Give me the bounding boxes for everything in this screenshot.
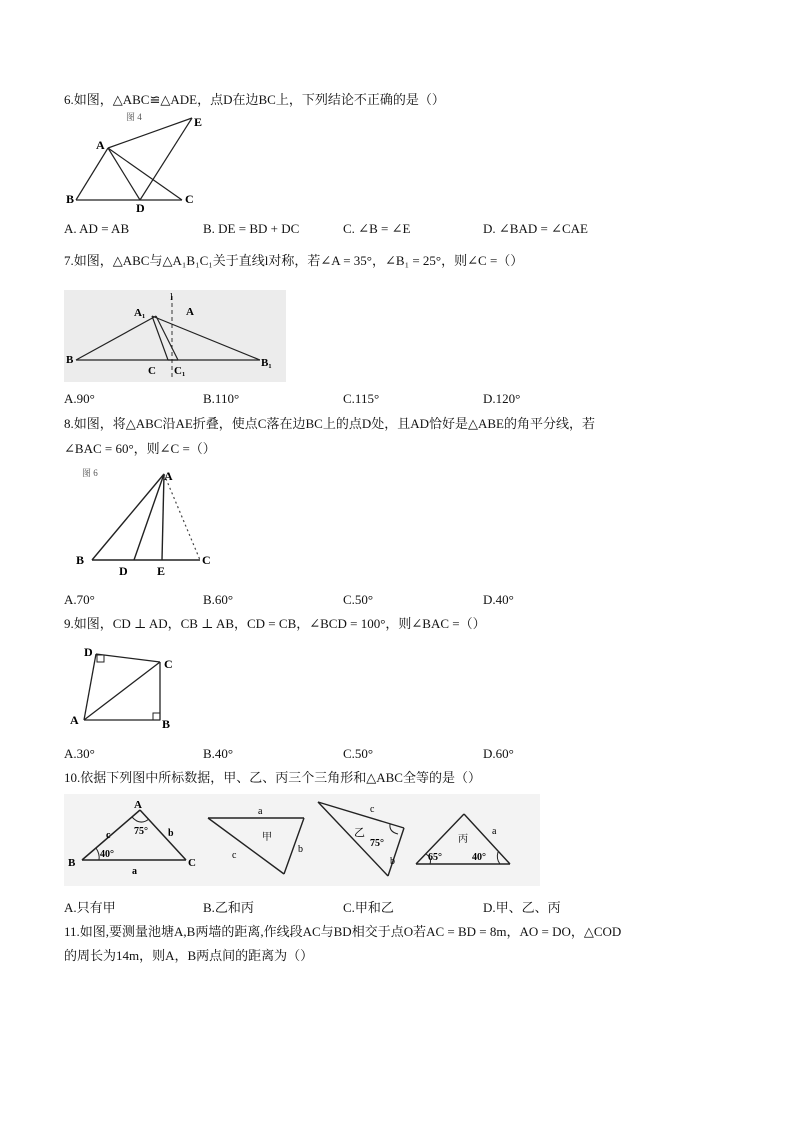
- q7-label-c: C: [148, 365, 156, 377]
- q9-option-c: C.50°: [343, 746, 374, 761]
- q10-option-d: D.甲、乙、丙: [483, 900, 561, 915]
- q6-figure: [64, 112, 214, 216]
- q6-side-ab: [76, 148, 108, 200]
- q6-stem: 6.如图，△ABC≌△ADE，点D在边BC上，下列结论不正确的是（）: [64, 92, 445, 107]
- q10-main-angle-a: 75°: [134, 826, 148, 837]
- q7-label-a: A: [186, 306, 194, 318]
- q10-yi-side-b: b: [390, 856, 395, 867]
- q9-side-da: [84, 654, 96, 720]
- q6-label-e: E: [194, 115, 203, 129]
- q8-stem-line1: 8.如图，将△ABC沿AE折叠，使点C落在边BC上的点D处，且AD恰好是△ABE的角平分线，若: [64, 416, 595, 431]
- q9-stem: 9.如图，CD ⊥ AD，CB ⊥ AB，CD = CB，∠BCD = 100°，则∠BAC =（）: [64, 616, 486, 631]
- q10-main-label-a: A: [134, 799, 142, 811]
- q10-main-side-a: a: [132, 866, 137, 877]
- q9-side-ac: [84, 662, 160, 720]
- q8-label-e: E: [157, 564, 166, 578]
- q10-yi-name: 乙: [354, 827, 365, 839]
- q10-bing-side-a: a: [492, 826, 497, 837]
- q6-side-ae: [108, 118, 192, 148]
- q10-stem: 10.依据下列图中所标数据，甲、乙、丙三个三角形和△ABC全等的是（）: [64, 770, 481, 785]
- q7-figure: [64, 290, 286, 382]
- q9-figure: [64, 640, 194, 732]
- q7-option-b: B.110°: [203, 391, 240, 406]
- q9-option-b: B.40°: [203, 746, 234, 761]
- q9-option-d: D.60°: [483, 746, 514, 761]
- q10-jia-name: 甲: [262, 832, 272, 843]
- q6-option-a: A. AD = AB: [64, 221, 130, 236]
- q8-stem-line2: ∠BAC = 60°，则∠C =（）: [64, 441, 216, 456]
- q8-side-ae: [162, 474, 164, 560]
- q8-label-a: A: [164, 469, 173, 483]
- q9-option-a: A.30°: [64, 746, 95, 761]
- q7-option-a: A.90°: [64, 391, 95, 406]
- q8-figure: [64, 464, 224, 578]
- q7-option-d: D.120°: [483, 391, 521, 406]
- q8-label-d: D: [119, 564, 128, 578]
- q6-label-c: C: [185, 192, 194, 206]
- q10-option-a: A.只有甲: [64, 900, 116, 915]
- q10-main-side-c: c: [106, 830, 111, 841]
- q9-label-a: A: [70, 713, 79, 727]
- q7-label-a1: A₁: [134, 307, 146, 319]
- q9-options: [64, 745, 744, 763]
- q9-side-dc: [96, 654, 160, 662]
- q10-yi-angle: 75°: [370, 838, 384, 849]
- q9-label-c: C: [164, 657, 173, 671]
- q10-jia-side-c: c: [232, 850, 237, 861]
- q6-label-b: B: [66, 192, 75, 206]
- q10-figure: [64, 794, 540, 886]
- q6-options: [64, 220, 744, 238]
- q9-right-angle-b: [153, 713, 160, 720]
- q10-main-label-b: B: [68, 857, 76, 869]
- q10-main-side-b: b: [168, 828, 174, 839]
- q8-option-d: D.40°: [483, 592, 514, 607]
- q9-label-d: D: [84, 645, 93, 659]
- q8-option-c: C.50°: [343, 592, 374, 607]
- q10-yi-side-c: c: [370, 804, 375, 815]
- q8-option-a: A.70°: [64, 592, 95, 607]
- q8-options: [64, 591, 744, 609]
- q7-label-c1: C₁: [174, 365, 186, 377]
- q10-bing-angle-2: 40°: [472, 852, 486, 863]
- q10-jia-side-a: a: [258, 806, 263, 817]
- q6-label-a: A: [96, 138, 105, 152]
- q8-label-b: B: [76, 553, 85, 567]
- q6-label-d: D: [136, 201, 145, 215]
- q9-label-b: B: [162, 717, 171, 731]
- q9-right-angle-d: [97, 655, 104, 662]
- q6-side-de: [140, 118, 192, 200]
- q7-label-l: l: [170, 292, 173, 303]
- q8-side-ad: [134, 474, 164, 560]
- q7-label-b1: B₁: [261, 357, 272, 369]
- q6-option-c: C. ∠B = ∠E: [343, 221, 411, 236]
- q8-side-ac-dotted: [164, 474, 200, 560]
- q6-option-d: D. ∠BAD = ∠CAE: [483, 221, 588, 236]
- q10-bing-name: 丙: [458, 834, 468, 845]
- q10-jia-side-b: b: [298, 844, 303, 855]
- q8-option-b: B.60°: [203, 592, 234, 607]
- q11-stem-line1: 11.如图,要测量池塘A,B两墙的距离,作线段AC与BD相交于点O若AC = BD = 8m，AO = DO，△COD: [64, 924, 622, 939]
- q6-side-ad: [108, 148, 140, 200]
- q10-option-c: C.甲和乙: [343, 900, 394, 915]
- q10-option-b: B.乙和丙: [203, 900, 254, 915]
- q6-fig-caption: 图 4: [126, 112, 142, 122]
- q8-fig-caption: 图 6: [82, 468, 98, 478]
- q10-bing-angle-1: 65°: [428, 852, 442, 863]
- q10-main-angle-b: 40°: [100, 849, 114, 860]
- q6-option-b: B. DE = BD + DC: [203, 221, 300, 236]
- q7-options: [64, 390, 744, 408]
- q7-option-c: C.115°: [343, 391, 380, 406]
- q10-main-label-c: C: [188, 857, 196, 869]
- q11-stem-line2: 的周长为14m，则A，B两点间的距离为（）: [64, 948, 314, 963]
- q10-options: [64, 899, 744, 917]
- q8-side-ab: [92, 474, 164, 560]
- q7-label-b: B: [66, 354, 74, 366]
- q7-stem: 7.如图，△ABC与△A₁B₁C₁关于直线l对称，若∠A = 35°，∠B₁ = 25°，则∠C =（）: [64, 253, 524, 268]
- q8-label-c: C: [202, 553, 211, 567]
